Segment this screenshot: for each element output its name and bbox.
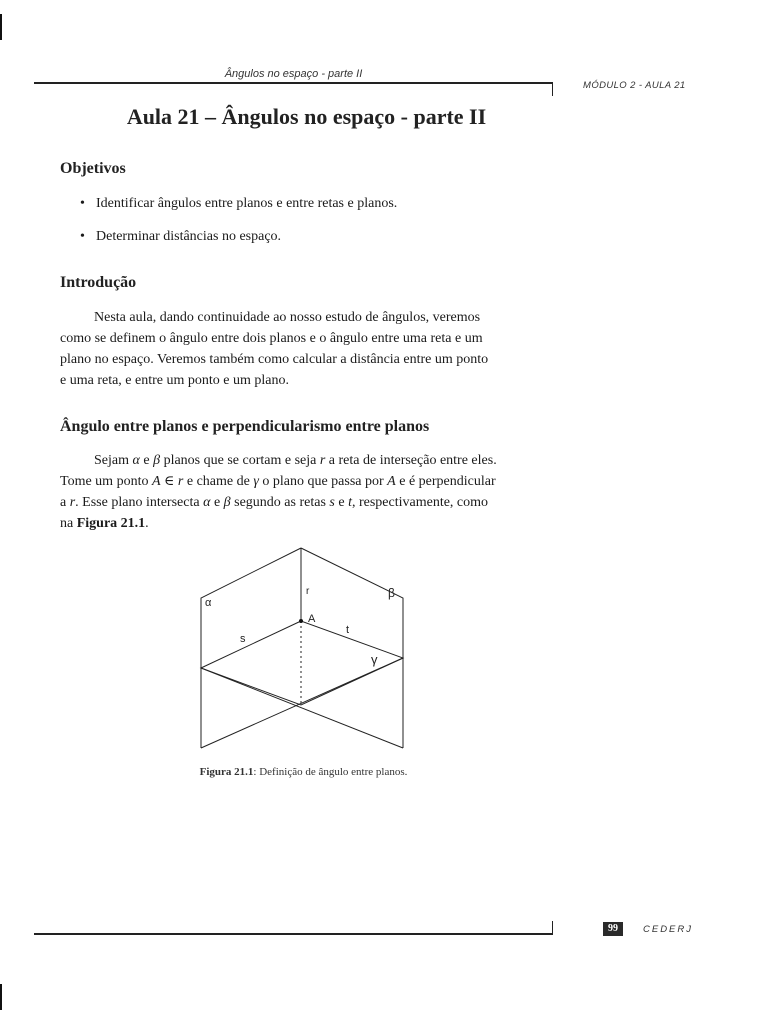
plane-beta-lower-edge [201, 658, 403, 748]
text: segundo as retas [230, 495, 330, 510]
math-A: A [387, 474, 396, 489]
label-gamma: γ [371, 652, 378, 667]
objetivos-heading: Objetivos [60, 160, 126, 177]
intro-line: e uma reta, e entre um ponto e um plano. [60, 373, 289, 388]
text: a [60, 495, 70, 510]
math-r: r [319, 453, 326, 468]
text: e é perpendicular [395, 474, 496, 489]
text: , respectivamente, como [351, 495, 489, 510]
section-heading: Ângulo entre planos e perpendicularismo entre planos [60, 418, 430, 435]
math-gamma: γ [253, 474, 259, 489]
label-beta: β [388, 586, 395, 600]
section-line-2 [60, 471, 547, 492]
intro-line: plano no espaço. Veremos também como calcular a distância entre um ponto [60, 352, 489, 367]
math-r: r [69, 495, 76, 510]
footer-rule [34, 933, 553, 935]
introducao-heading: Introdução [60, 274, 137, 291]
text: e [210, 495, 224, 510]
text: na [60, 516, 77, 531]
label-t: t [346, 624, 350, 636]
running-header-title: Ângulos no espaço - parte II [224, 68, 363, 80]
label-A: A [308, 613, 316, 625]
page-title: Aula 21 – Ângulos no espaço - parte II [126, 104, 487, 129]
text: planos que se cortam e seja [160, 453, 320, 468]
text: . Esse plano intersecta [75, 495, 204, 510]
text: e [139, 453, 154, 468]
footer-rule-tick [552, 921, 553, 934]
math-s: s [329, 495, 335, 510]
section-line-1 [60, 450, 547, 471]
math-alpha: α [132, 453, 140, 468]
intro-line: como se definem o ângulo entre dois planos e o ângulo entre uma reta e um [60, 331, 483, 346]
label-r: r [306, 586, 310, 597]
crop-mark-top [0, 14, 2, 40]
math-A: A [151, 474, 161, 489]
math-in: ∈ [160, 474, 178, 489]
section-paragraph [60, 450, 547, 534]
text: . [145, 516, 149, 531]
text: Tome um ponto [60, 474, 152, 489]
plane-alpha-lower-edge [201, 668, 403, 748]
header-rule-tick [552, 82, 553, 96]
label-s: s [240, 633, 246, 645]
text: o plano que passa por [258, 474, 388, 489]
math-beta: β [223, 495, 231, 510]
footer-brand: CEDERJ [643, 924, 694, 935]
intro-line: Nesta aula, dando continuidade ao nosso estudo de ângulos, veremos [94, 310, 481, 325]
text: a reta de interseção entre eles. [325, 453, 497, 468]
math-beta: β [153, 453, 161, 468]
text: e [334, 495, 349, 510]
label-alpha: α [205, 597, 212, 609]
figure-21-1-diagram [195, 543, 411, 755]
page-number: 99 [603, 922, 623, 936]
math-alpha: α [203, 495, 211, 510]
section-line-4 [60, 513, 547, 534]
text: Sejam [94, 453, 133, 468]
figure-reference[interactable]: Figura 21.1 [76, 516, 146, 531]
math-r: r [177, 474, 184, 489]
plane-alpha-edge [201, 548, 301, 748]
point-A [299, 619, 303, 623]
objetivos-list [80, 196, 397, 262]
math-t: t [348, 495, 352, 510]
caption-label: Figura 21.1 [199, 766, 254, 778]
text: e chame de [183, 474, 254, 489]
introducao-paragraph [60, 307, 547, 391]
figure-caption [60, 766, 547, 778]
caption-text: : Definição de ângulo entre planos. [253, 766, 408, 778]
plane-beta-edge [301, 548, 403, 748]
objetivo-item: • Identificar ângulos entre planos e entre retas e planos. [80, 196, 397, 229]
section-line-3 [60, 492, 547, 513]
module-label: MÓDULO 2 - AULA 21 [583, 80, 686, 91]
crop-mark-bottom [0, 984, 2, 1010]
header-rule [34, 82, 553, 84]
objetivo-item: • Determinar distâncias no espaço. [80, 229, 397, 262]
